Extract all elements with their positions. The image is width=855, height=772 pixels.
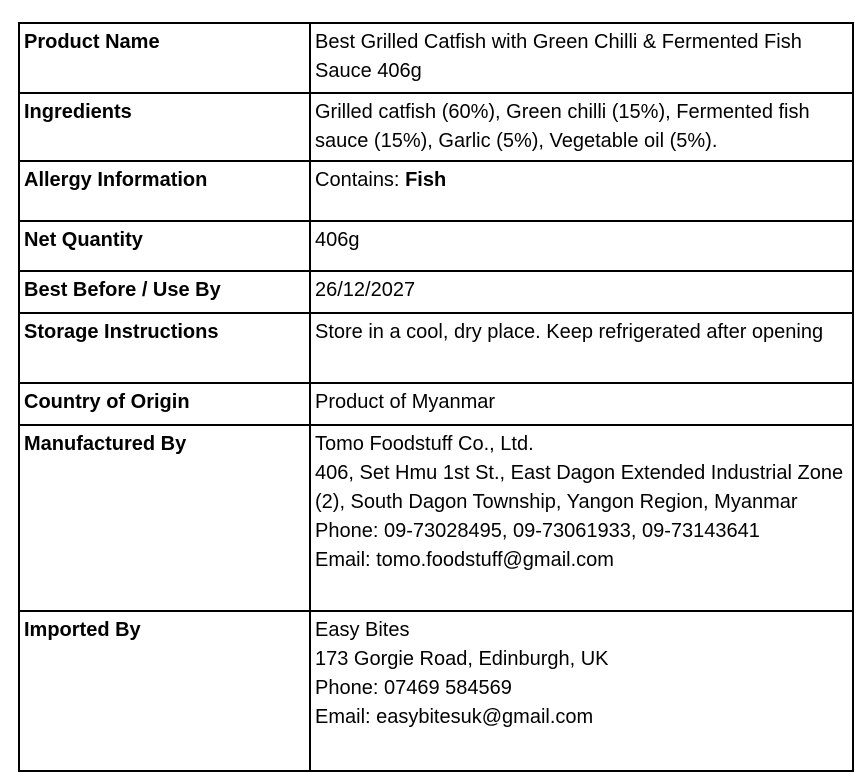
product-name-label: Product Name	[19, 23, 310, 93]
row-storage-instructions	[19, 313, 853, 383]
best-before-value: 26/12/2027	[310, 271, 853, 313]
net-quantity-label: Net Quantity	[19, 221, 310, 271]
importer-address: 173 Gorgie Road, Edinburgh, UK	[315, 648, 609, 670]
importer-email: Email: easybitesuk@gmail.com	[315, 706, 594, 728]
ingredients-value: Grilled catfish (60%), Green chilli (15%), Fermented fish sauce (15%), Garlic (5%), Vegetable oil (5%).	[310, 93, 853, 161]
best-before-label: Best Before / Use By	[19, 271, 310, 313]
manufacturer-name: Tomo Foodstuff Co., Ltd.	[315, 433, 534, 455]
row-ingredients	[19, 93, 853, 161]
manufacturer-label: Manufactured By	[19, 425, 310, 611]
manufacturer-value	[310, 425, 853, 611]
row-imported-by	[19, 611, 853, 771]
net-quantity-value: 406g	[310, 221, 853, 271]
allergy-label: Allergy Information	[19, 161, 310, 221]
row-allergy-information	[19, 161, 853, 221]
storage-label: Storage Instructions	[19, 313, 310, 383]
allergy-value	[310, 161, 853, 221]
importer-phone: Phone: 07469 584569	[315, 677, 512, 699]
row-best-before	[19, 271, 853, 313]
manufacturer-email: Email: tomo.foodstuff@gmail.com	[315, 549, 614, 571]
importer-label: Imported By	[19, 611, 310, 771]
row-net-quantity	[19, 221, 853, 271]
manufacturer-address: 406, Set Hmu 1st St., East Dagon Extended Industrial Zone (2), South Dagon Township, Yangon Region, Myanmar	[315, 462, 844, 513]
origin-label: Country of Origin	[19, 383, 310, 425]
row-product-name	[19, 23, 853, 93]
allergen-name: Fish	[405, 169, 447, 191]
product-name-value: Best Grilled Catfish with Green Chilli & Fermented Fish Sauce 406g	[310, 23, 853, 93]
row-country-of-origin	[19, 383, 853, 425]
importer-value	[310, 611, 853, 771]
origin-value: Product of Myanmar	[310, 383, 853, 425]
storage-value: Store in a cool, dry place. Keep refrigerated after opening	[310, 313, 853, 383]
product-info-table	[18, 22, 854, 772]
manufacturer-phone: Phone: 09-73028495, 09-73061933, 09-73143641	[315, 520, 760, 542]
row-manufactured-by	[19, 425, 853, 611]
ingredients-label: Ingredients	[19, 93, 310, 161]
allergy-prefix: Contains:	[315, 169, 406, 191]
importer-name: Easy Bites	[315, 619, 410, 641]
